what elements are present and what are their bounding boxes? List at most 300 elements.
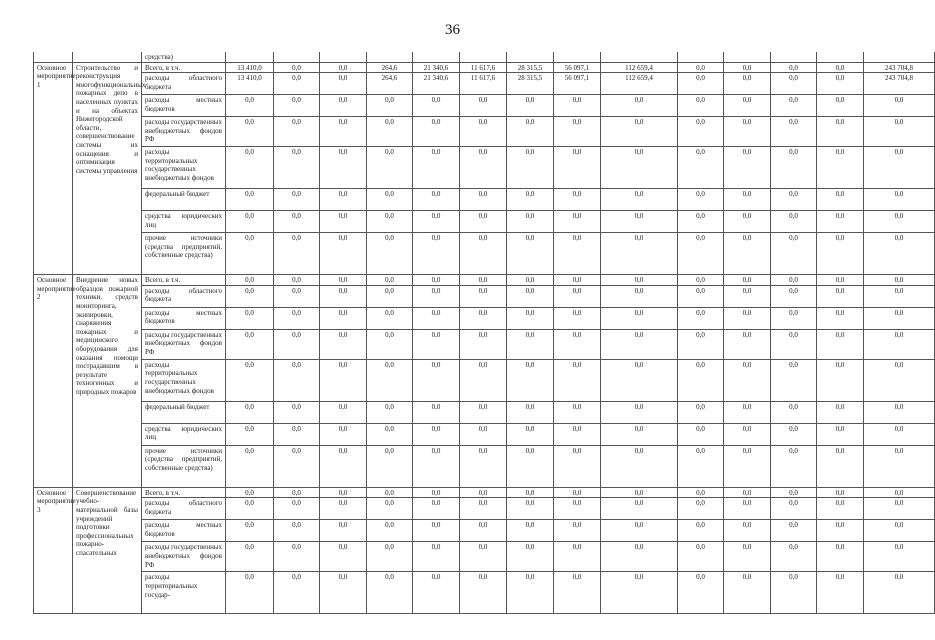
value-cell: 0,0 bbox=[460, 95, 507, 117]
value-cell: 0,0 bbox=[724, 95, 771, 117]
value-cell: 264,6 bbox=[367, 62, 413, 73]
value-cell: 0,0 bbox=[413, 401, 460, 423]
table-row bbox=[34, 189, 935, 211]
value-cell: 0,0 bbox=[367, 498, 413, 520]
value-cell bbox=[274, 52, 320, 62]
value-cell: 0,0 bbox=[678, 117, 724, 147]
value-cell: 0,0 bbox=[771, 401, 817, 423]
value-cell bbox=[817, 52, 864, 62]
value-cell: 0,0 bbox=[601, 445, 678, 487]
value-cell: 0,0 bbox=[367, 285, 413, 307]
value-cell bbox=[367, 52, 413, 62]
value-cell: 0,0 bbox=[413, 487, 460, 498]
value-cell: 0,0 bbox=[320, 520, 367, 542]
value-cell: 0,0 bbox=[413, 498, 460, 520]
source-label: расходы областного бюджета bbox=[142, 73, 226, 95]
value-cell: 0,0 bbox=[771, 423, 817, 445]
value-cell: 0,0 bbox=[320, 73, 367, 95]
value-cell: 0,0 bbox=[274, 487, 320, 498]
value-cell: 0,0 bbox=[460, 542, 507, 572]
value-cell: 0,0 bbox=[678, 572, 724, 614]
value-cell: 0,0 bbox=[226, 542, 274, 572]
value-cell: 0,0 bbox=[413, 211, 460, 233]
value-cell: 243 704,8 bbox=[864, 73, 935, 95]
value-cell: 0,0 bbox=[724, 329, 771, 359]
value-cell: 0,0 bbox=[817, 211, 864, 233]
page-number: 36 bbox=[445, 22, 460, 38]
value-cell: 0,0 bbox=[507, 211, 554, 233]
value-cell: 0,0 bbox=[460, 147, 507, 189]
value-cell: 0,0 bbox=[601, 401, 678, 423]
value-cell: 0,0 bbox=[771, 189, 817, 211]
value-cell: 0,0 bbox=[460, 401, 507, 423]
value-cell: 0,0 bbox=[864, 117, 935, 147]
value-cell: 0,0 bbox=[678, 423, 724, 445]
value-cell bbox=[413, 52, 460, 62]
value-cell: 0,0 bbox=[413, 359, 460, 401]
source-label: федеральный бюджет bbox=[142, 401, 226, 423]
value-cell: 0,0 bbox=[678, 147, 724, 189]
value-cell: 0,0 bbox=[507, 445, 554, 487]
value-cell: 0,0 bbox=[817, 487, 864, 498]
value-cell: 0,0 bbox=[413, 275, 460, 286]
value-cell: 0,0 bbox=[226, 275, 274, 286]
value-cell: 0,0 bbox=[274, 147, 320, 189]
source-label: федеральный бюджет bbox=[142, 189, 226, 211]
value-cell: 0,0 bbox=[724, 285, 771, 307]
value-cell: 0,0 bbox=[320, 147, 367, 189]
value-cell: 0,0 bbox=[367, 445, 413, 487]
value-cell: 0,0 bbox=[554, 520, 601, 542]
source-label: прочие источники (средства предприятий, собственные средства) bbox=[142, 445, 226, 487]
value-cell: 0,0 bbox=[771, 285, 817, 307]
value-cell: 0,0 bbox=[724, 487, 771, 498]
value-cell: 0,0 bbox=[367, 275, 413, 286]
value-cell: 0,0 bbox=[724, 62, 771, 73]
value-cell: 0,0 bbox=[226, 401, 274, 423]
value-cell: 0,0 bbox=[274, 62, 320, 73]
value-cell: 0,0 bbox=[817, 542, 864, 572]
table-row bbox=[34, 423, 935, 445]
value-cell: 0,0 bbox=[274, 73, 320, 95]
value-cell: 264,6 bbox=[367, 73, 413, 95]
value-cell: 0,0 bbox=[817, 62, 864, 73]
value-cell: 0,0 bbox=[678, 329, 724, 359]
value-cell: 0,0 bbox=[817, 423, 864, 445]
value-cell: 0,0 bbox=[507, 572, 554, 614]
source-label: расходы местных бюджетов bbox=[142, 95, 226, 117]
value-cell: 0,0 bbox=[460, 359, 507, 401]
value-cell: 112 659,4 bbox=[601, 62, 678, 73]
table-row bbox=[34, 401, 935, 423]
table-row bbox=[34, 329, 935, 359]
value-cell: 0,0 bbox=[817, 498, 864, 520]
table-row bbox=[34, 211, 935, 233]
value-cell: 0,0 bbox=[320, 401, 367, 423]
value-cell: 0,0 bbox=[601, 542, 678, 572]
value-cell: 0,0 bbox=[226, 498, 274, 520]
value-cell: 11 617,6 bbox=[460, 62, 507, 73]
value-cell: 0,0 bbox=[817, 189, 864, 211]
value-cell: 0,0 bbox=[724, 520, 771, 542]
value-cell: 112 659,4 bbox=[601, 73, 678, 95]
value-cell: 0,0 bbox=[724, 401, 771, 423]
value-cell: 0,0 bbox=[274, 498, 320, 520]
value-cell bbox=[864, 52, 935, 62]
value-cell: 0,0 bbox=[678, 542, 724, 572]
value-cell: 0,0 bbox=[678, 233, 724, 275]
value-cell: 0,0 bbox=[460, 520, 507, 542]
value-cell: 0,0 bbox=[507, 487, 554, 498]
value-cell: 0,0 bbox=[724, 445, 771, 487]
continuation-row bbox=[34, 52, 935, 62]
measure-kind: Основное мероприятие 3 bbox=[34, 487, 73, 614]
value-cell: 0,0 bbox=[771, 520, 817, 542]
value-cell: 0,0 bbox=[274, 285, 320, 307]
table-row bbox=[34, 487, 935, 498]
value-cell: 13 410,0 bbox=[226, 62, 274, 73]
value-cell: 0,0 bbox=[367, 147, 413, 189]
value-cell: 0,0 bbox=[771, 359, 817, 401]
value-cell: 0,0 bbox=[817, 401, 864, 423]
value-cell: 0,0 bbox=[601, 487, 678, 498]
value-cell: 0,0 bbox=[678, 211, 724, 233]
value-cell: 0,0 bbox=[274, 329, 320, 359]
value-cell: 0,0 bbox=[460, 445, 507, 487]
value-cell: 0,0 bbox=[460, 211, 507, 233]
value-cell: 0,0 bbox=[724, 275, 771, 286]
value-cell: 0,0 bbox=[678, 520, 724, 542]
value-cell: 0,0 bbox=[678, 285, 724, 307]
value-cell: 0,0 bbox=[724, 572, 771, 614]
value-cell: 0,0 bbox=[367, 329, 413, 359]
value-cell: 0,0 bbox=[864, 359, 935, 401]
value-cell bbox=[554, 52, 601, 62]
value-cell: 0,0 bbox=[864, 498, 935, 520]
value-cell: 0,0 bbox=[678, 445, 724, 487]
value-cell: 0,0 bbox=[554, 329, 601, 359]
source-label: расходы государственных внебюджетных фондов РФ bbox=[142, 329, 226, 359]
value-cell: 0,0 bbox=[274, 307, 320, 329]
value-cell bbox=[320, 52, 367, 62]
value-cell: 0,0 bbox=[507, 307, 554, 329]
value-cell: 0,0 bbox=[413, 233, 460, 275]
value-cell: 0,0 bbox=[413, 147, 460, 189]
value-cell: 0,0 bbox=[864, 307, 935, 329]
source-label: расходы территориальных государ- bbox=[142, 572, 226, 614]
source-label: расходы местных бюджетов bbox=[142, 520, 226, 542]
table-row bbox=[34, 73, 935, 95]
value-cell: 0,0 bbox=[864, 147, 935, 189]
value-cell: 0,0 bbox=[601, 275, 678, 286]
value-cell: 0,0 bbox=[507, 285, 554, 307]
value-cell: 0,0 bbox=[817, 73, 864, 95]
value-cell: 0,0 bbox=[554, 117, 601, 147]
value-cell: 0,0 bbox=[507, 233, 554, 275]
value-cell: 0,0 bbox=[554, 147, 601, 189]
value-cell: 0,0 bbox=[724, 73, 771, 95]
value-cell: 0,0 bbox=[864, 572, 935, 614]
value-cell: 0,0 bbox=[864, 285, 935, 307]
value-cell: 0,0 bbox=[320, 542, 367, 572]
measure-name: Внедрение новых образцов пожарной техники, средств мониторинга, экипировки, снаряжения пожарных и медицинского оборудования для оказания помощи пострадавшим в результате техногенных и природных пожаров bbox=[73, 275, 142, 488]
value-cell bbox=[460, 52, 507, 62]
value-cell: 0,0 bbox=[226, 520, 274, 542]
value-cell: 0,0 bbox=[817, 95, 864, 117]
value-cell: 0,0 bbox=[864, 211, 935, 233]
value-cell: 0,0 bbox=[771, 307, 817, 329]
value-cell: 0,0 bbox=[817, 520, 864, 542]
value-cell bbox=[771, 52, 817, 62]
value-cell: 0,0 bbox=[678, 498, 724, 520]
table-row bbox=[34, 285, 935, 307]
value-cell: 0,0 bbox=[724, 359, 771, 401]
value-cell: 0,0 bbox=[367, 233, 413, 275]
value-cell: 0,0 bbox=[226, 359, 274, 401]
value-cell: 0,0 bbox=[320, 233, 367, 275]
value-cell: 0,0 bbox=[274, 445, 320, 487]
source-label: расходы местных бюджетов bbox=[142, 307, 226, 329]
value-cell: 0,0 bbox=[367, 117, 413, 147]
value-cell: 0,0 bbox=[724, 189, 771, 211]
value-cell: 0,0 bbox=[864, 275, 935, 286]
value-cell: 0,0 bbox=[320, 95, 367, 117]
value-cell: 0,0 bbox=[320, 445, 367, 487]
value-cell: 0,0 bbox=[320, 62, 367, 73]
value-cell: 0,0 bbox=[864, 423, 935, 445]
value-cell: 0,0 bbox=[864, 401, 935, 423]
value-cell: 0,0 bbox=[367, 95, 413, 117]
value-cell: 0,0 bbox=[678, 95, 724, 117]
value-cell: 0,0 bbox=[507, 520, 554, 542]
value-cell: 0,0 bbox=[507, 542, 554, 572]
value-cell bbox=[507, 52, 554, 62]
value-cell: 0,0 bbox=[864, 233, 935, 275]
value-cell: 0,0 bbox=[601, 359, 678, 401]
table-row bbox=[34, 147, 935, 189]
measure-cell bbox=[34, 52, 73, 62]
value-cell: 0,0 bbox=[413, 307, 460, 329]
value-cell: 0,0 bbox=[274, 572, 320, 614]
value-cell: 0,0 bbox=[507, 329, 554, 359]
value-cell: 0,0 bbox=[460, 285, 507, 307]
value-cell: 0,0 bbox=[678, 275, 724, 286]
value-cell: 0,0 bbox=[601, 520, 678, 542]
value-cell: 0,0 bbox=[226, 329, 274, 359]
value-cell: 0,0 bbox=[367, 359, 413, 401]
value-cell: 0,0 bbox=[413, 445, 460, 487]
value-cell: 0,0 bbox=[554, 423, 601, 445]
value-cell: 0,0 bbox=[320, 211, 367, 233]
source-label: расходы территориальных государственных внебюджетных фондов bbox=[142, 147, 226, 189]
value-cell: 0,0 bbox=[320, 359, 367, 401]
value-cell: 0,0 bbox=[460, 572, 507, 614]
value-cell: 0,0 bbox=[413, 329, 460, 359]
value-cell: 0,0 bbox=[413, 285, 460, 307]
value-cell: 56 097,1 bbox=[554, 73, 601, 95]
value-cell: 0,0 bbox=[771, 542, 817, 572]
value-cell: 0,0 bbox=[367, 542, 413, 572]
source-label: расходы государственных внебюджетных фондов РФ bbox=[142, 117, 226, 147]
source-label: расходы областного бюджета bbox=[142, 498, 226, 520]
value-cell: 0,0 bbox=[678, 62, 724, 73]
value-cell: 0,0 bbox=[724, 498, 771, 520]
value-cell: 0,0 bbox=[554, 275, 601, 286]
value-cell: 0,0 bbox=[864, 445, 935, 487]
value-cell: 0,0 bbox=[507, 189, 554, 211]
value-cell: 0,0 bbox=[771, 62, 817, 73]
value-cell: 0,0 bbox=[413, 95, 460, 117]
value-cell bbox=[601, 52, 678, 62]
value-cell: 0,0 bbox=[554, 307, 601, 329]
value-cell: 0,0 bbox=[274, 189, 320, 211]
value-cell: 0,0 bbox=[554, 359, 601, 401]
value-cell: 0,0 bbox=[320, 307, 367, 329]
value-cell: 0,0 bbox=[601, 307, 678, 329]
value-cell: 0,0 bbox=[771, 498, 817, 520]
source-label: Всего, в т.ч. bbox=[142, 275, 226, 286]
value-cell: 0,0 bbox=[274, 423, 320, 445]
value-cell: 0,0 bbox=[817, 359, 864, 401]
value-cell: 0,0 bbox=[367, 487, 413, 498]
measure-name: Совершенствование учебно-материальной базы учреждений подготовки профессиональных пожарно-спасательных bbox=[73, 487, 142, 614]
measure-kind: Основное мероприятие 1 bbox=[34, 62, 73, 275]
table-row bbox=[34, 542, 935, 572]
source-label: расходы областного бюджета bbox=[142, 285, 226, 307]
value-cell: 0,0 bbox=[367, 307, 413, 329]
table-row bbox=[34, 275, 935, 286]
value-cell: 0,0 bbox=[771, 211, 817, 233]
source-label: расходы государственных внебюджетных фондов РФ bbox=[142, 542, 226, 572]
value-cell: 0,0 bbox=[226, 147, 274, 189]
table-row bbox=[34, 359, 935, 401]
value-cell: 0,0 bbox=[226, 189, 274, 211]
value-cell: 0,0 bbox=[554, 95, 601, 117]
value-cell: 0,0 bbox=[601, 147, 678, 189]
value-cell: 0,0 bbox=[678, 189, 724, 211]
value-cell: 0,0 bbox=[771, 117, 817, 147]
value-cell: 0,0 bbox=[724, 233, 771, 275]
value-cell: 0,0 bbox=[226, 572, 274, 614]
value-cell: 0,0 bbox=[554, 401, 601, 423]
value-cell: 0,0 bbox=[554, 233, 601, 275]
value-cell: 0,0 bbox=[771, 233, 817, 275]
table-row bbox=[34, 62, 935, 73]
value-cell: 0,0 bbox=[226, 285, 274, 307]
name-cell bbox=[73, 52, 142, 62]
value-cell: 0,0 bbox=[274, 117, 320, 147]
value-cell: 0,0 bbox=[226, 423, 274, 445]
value-cell: 0,0 bbox=[367, 520, 413, 542]
value-cell: 0,0 bbox=[460, 498, 507, 520]
value-cell: 243 704,8 bbox=[864, 62, 935, 73]
value-cell: 0,0 bbox=[678, 73, 724, 95]
value-cell: 0,0 bbox=[724, 423, 771, 445]
value-cell: 0,0 bbox=[507, 147, 554, 189]
value-cell: 0,0 bbox=[817, 445, 864, 487]
value-cell: 0,0 bbox=[771, 487, 817, 498]
value-cell: 0,0 bbox=[367, 189, 413, 211]
value-cell: 0,0 bbox=[507, 401, 554, 423]
value-cell: 0,0 bbox=[771, 329, 817, 359]
value-cell: 0,0 bbox=[771, 445, 817, 487]
value-cell: 0,0 bbox=[460, 423, 507, 445]
value-cell: 0,0 bbox=[771, 275, 817, 286]
value-cell: 0,0 bbox=[320, 189, 367, 211]
value-cell: 0,0 bbox=[601, 95, 678, 117]
source-label: прочие источники (средства предприятий, собственные средства) bbox=[142, 233, 226, 275]
value-cell: 0,0 bbox=[817, 329, 864, 359]
value-cell: 0,0 bbox=[320, 572, 367, 614]
value-cell: 0,0 bbox=[367, 401, 413, 423]
value-cell: 0,0 bbox=[320, 487, 367, 498]
value-cell: 0,0 bbox=[724, 117, 771, 147]
value-cell: 0,0 bbox=[601, 329, 678, 359]
source-label: Всего, в т.ч. bbox=[142, 487, 226, 498]
value-cell: 0,0 bbox=[771, 73, 817, 95]
value-cell: 0,0 bbox=[274, 275, 320, 286]
value-cell: 0,0 bbox=[367, 572, 413, 614]
value-cell: 0,0 bbox=[413, 572, 460, 614]
value-cell: 0,0 bbox=[554, 572, 601, 614]
table-row bbox=[34, 572, 935, 614]
value-cell: 21 340,6 bbox=[413, 62, 460, 73]
value-cell: 0,0 bbox=[226, 307, 274, 329]
value-cell: 0,0 bbox=[507, 275, 554, 286]
value-cell: 0,0 bbox=[554, 445, 601, 487]
value-cell: 0,0 bbox=[507, 359, 554, 401]
table-row bbox=[34, 233, 935, 275]
value-cell: 0,0 bbox=[554, 189, 601, 211]
value-cell: 0,0 bbox=[507, 498, 554, 520]
value-cell: 0,0 bbox=[554, 211, 601, 233]
value-cell: 0,0 bbox=[274, 520, 320, 542]
value-cell: 0,0 bbox=[817, 117, 864, 147]
value-cell: 0,0 bbox=[320, 423, 367, 445]
measure-name: Строительство и реконструкция многофункциональных пожарных депо в населенных пунктах и на объектах Нижегородской области, совершенствование системы их оснащения и оптимизация системы управления bbox=[73, 62, 142, 275]
value-cell: 0,0 bbox=[507, 423, 554, 445]
value-cell: 11 617,6 bbox=[460, 73, 507, 95]
value-cell: 0,0 bbox=[507, 95, 554, 117]
value-cell: 0,0 bbox=[678, 359, 724, 401]
value-cell: 0,0 bbox=[864, 520, 935, 542]
value-cell: 0,0 bbox=[817, 233, 864, 275]
value-cell: 0,0 bbox=[554, 498, 601, 520]
value-cell: 0,0 bbox=[864, 487, 935, 498]
value-cell: 0,0 bbox=[724, 542, 771, 572]
value-cell: 0,0 bbox=[771, 95, 817, 117]
value-cell: 21 340,6 bbox=[413, 73, 460, 95]
value-cell: 0,0 bbox=[601, 423, 678, 445]
value-cell: 0,0 bbox=[413, 117, 460, 147]
value-cell: 0,0 bbox=[864, 189, 935, 211]
value-cell: 0,0 bbox=[460, 329, 507, 359]
value-cell: 0,0 bbox=[507, 117, 554, 147]
source-label: средства юридических лиц bbox=[142, 423, 226, 445]
value-cell: 0,0 bbox=[367, 423, 413, 445]
funding-table bbox=[33, 52, 935, 614]
source-label: средства юридических лиц bbox=[142, 211, 226, 233]
table-row bbox=[34, 307, 935, 329]
value-cell: 0,0 bbox=[724, 147, 771, 189]
value-cell: 0,0 bbox=[817, 275, 864, 286]
value-cell: 0,0 bbox=[817, 307, 864, 329]
value-cell: 0,0 bbox=[601, 233, 678, 275]
value-cell: 0,0 bbox=[413, 189, 460, 211]
value-cell bbox=[724, 52, 771, 62]
value-cell: 0,0 bbox=[460, 189, 507, 211]
value-cell: 0,0 bbox=[601, 285, 678, 307]
